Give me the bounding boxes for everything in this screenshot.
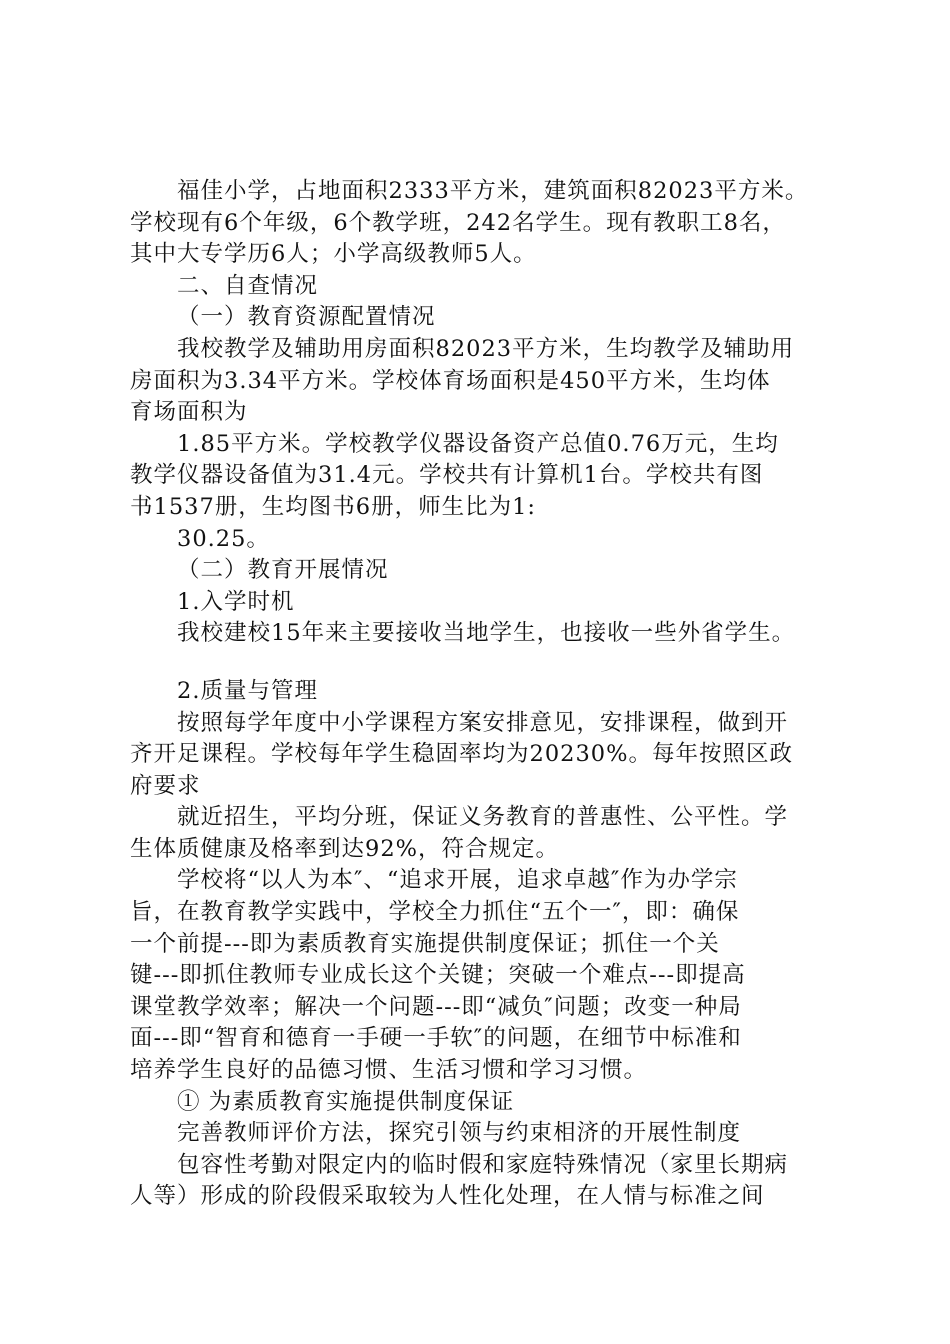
text-line: 包容性考勤对限定内的临时假和家庭特殊情况（家里长期病 bbox=[177, 1151, 789, 1178]
text-line: 学校现有6个年级，6个教学班，242名学生。现有教职工8名， bbox=[130, 209, 786, 236]
text-line: 1.入学时机 bbox=[177, 588, 295, 615]
text-line: 课堂教学效率；解决一个问题---即“减负″问题；改变一种局 bbox=[130, 993, 742, 1020]
text-line: 培养学生良好的品德习惯、生活习惯和学习习惯。 bbox=[130, 1057, 648, 1084]
text-line: ① 为素质教育实施提供制度保证 bbox=[177, 1088, 515, 1115]
text-line: 教学仪器设备值为31.4元。学校共有计算机1台。学校共有图 bbox=[130, 462, 764, 489]
text-line: 府要求 bbox=[130, 772, 201, 799]
text-line: 学校将“以人为本″、“追求开展，追求卓越″作为办学宗 bbox=[177, 867, 738, 894]
document-body bbox=[130, 176, 840, 1213]
text-line: 齐开足课程。学校每年学生稳固率均为20230%。每年按照区政 bbox=[130, 741, 793, 768]
text-line: 1.85平方米。学校教学仪器设备资产总值0.76万元，生均 bbox=[177, 430, 779, 457]
text-line: 其中大专学历6人；小学高级教师5人。 bbox=[130, 241, 537, 268]
text-line: 完善教师评价方法，探究引领与约束相济的开展性制度 bbox=[177, 1120, 742, 1147]
text-line: 二、自查情况 bbox=[177, 272, 319, 299]
text-line: 面---即“智育和德育一手硬一手软″的问题，在细节中标准和 bbox=[130, 1025, 742, 1052]
text-line: 2.质量与管理 bbox=[177, 677, 318, 704]
text-line: （一）教育资源配置情况 bbox=[177, 304, 436, 331]
text-line: 福佳小学，占地面积2333平方米，建筑面积82023平方米。 bbox=[177, 178, 809, 204]
text-line: 育场面积为 bbox=[130, 399, 248, 426]
text-line: 房面积为3.34平方米。学校体育场面积是450平方米，生均体 bbox=[130, 367, 771, 394]
text-line: 按照每学年度中小学课程方案安排意见，安排课程，做到开 bbox=[177, 709, 789, 736]
text-line: 我校建校15年来主要接收当地学生，也接收一些外省学生。 bbox=[177, 620, 796, 647]
text-line: 就近招生，平均分班，保证义务教育的普惠性、公平性。学 bbox=[177, 804, 789, 831]
text-line: 生体质健康及格率到达92%，符合规定。 bbox=[130, 835, 560, 862]
text-line: 旨，在教育教学实践中，学校全力抓住“五个一″，即：确保 bbox=[130, 899, 740, 926]
text-line: 30.25。 bbox=[177, 525, 270, 552]
text-line: 键---即抓住教师专业成长这个关键；突破一个难点---即提高 bbox=[130, 962, 746, 989]
text-line: 我校教学及辅助用房面积82023平方米，生均教学及辅助用 bbox=[177, 335, 795, 362]
paragraph-gap bbox=[130, 650, 840, 676]
text-line: （二）教育开展情况 bbox=[177, 557, 389, 584]
text-line: 书1537册，生均图书6册，师生比为1: bbox=[130, 493, 536, 520]
text-line: 一个前提---即为素质教育实施提供制度保证；抓住一个关 bbox=[130, 930, 720, 957]
text-line: 人等）形成的阶段假采取较为人性化处理，在人情与标准之间 bbox=[130, 1183, 765, 1210]
